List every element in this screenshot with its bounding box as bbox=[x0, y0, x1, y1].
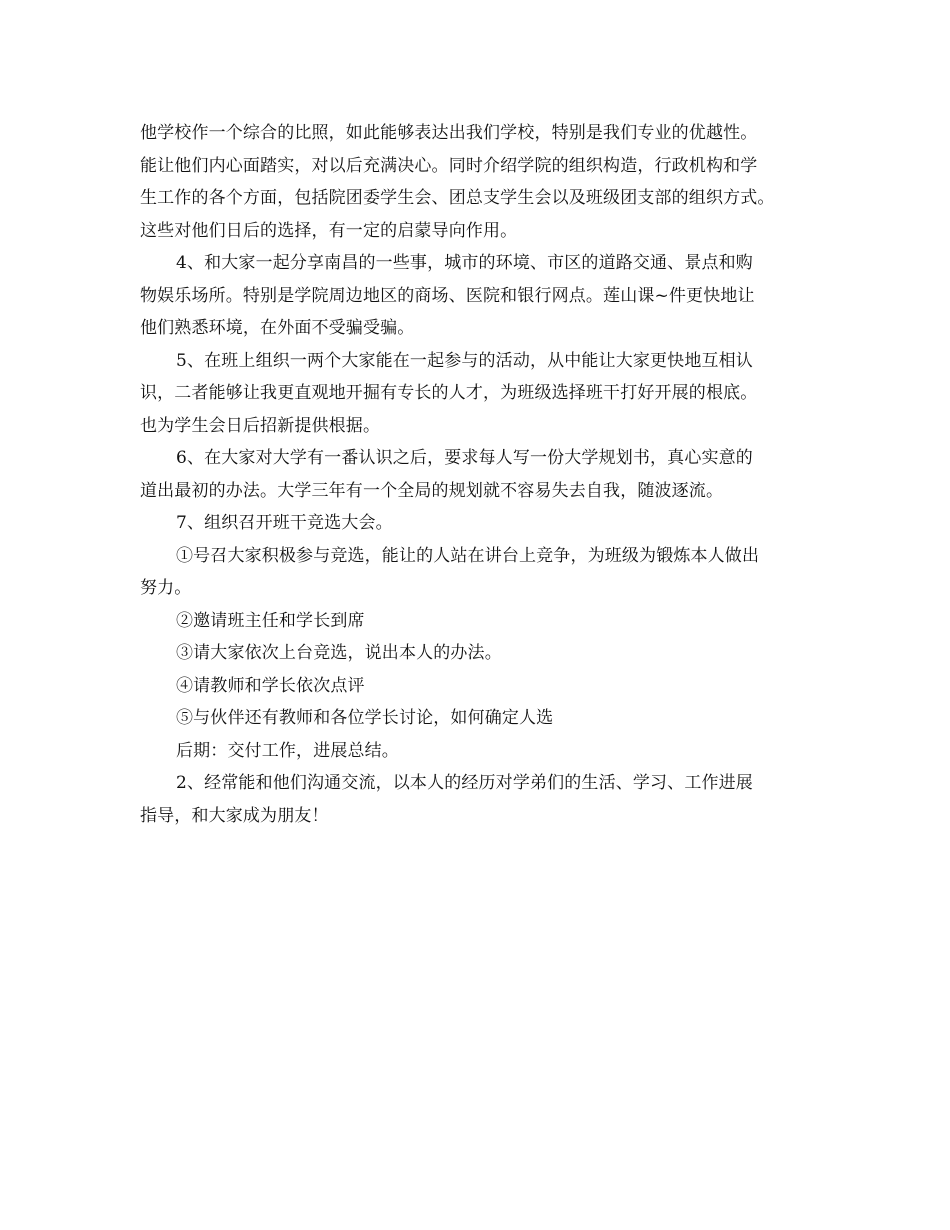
list-item-5: ⑤与伙伴还有教师和各位学长讨论，如何确定人选 bbox=[176, 708, 554, 728]
list-item-2: ②邀请班主任和学长到席 bbox=[176, 610, 365, 631]
paragraph-7-heading: 7、组织召开班干竞选大会。 bbox=[176, 513, 393, 533]
list-item-4: ④请教师和学长依次点评 bbox=[176, 675, 365, 696]
list-item-1: ①号召大家积极参与竞选，能让的人站在讲台上竞争，为班级为锻炼本人做出 bbox=[176, 545, 760, 566]
paragraph-2-first-line: 2、经常能和他们沟通交流，以本人的经历对学弟们的生活、学习、工作进展 bbox=[176, 773, 753, 793]
paragraph-5-first-line: 5、在班上组织一两个大家能在一起参与的活动，从中能让大家更快地互相认 bbox=[176, 350, 753, 371]
text-line: 他们熟悉环境，在外面不受骗受骗。 bbox=[140, 318, 415, 338]
text-line: 识，二者能够让我更直观地开掘有专长的人才，为班级选择班干打好开展的根底。 bbox=[140, 383, 758, 403]
paragraph-4-first-line: 4、和大家一起分享南昌的一些事，城市的环境、市区的道路交通、景点和购 bbox=[176, 253, 753, 273]
text-line: 生工作的各个方面，包括院团委学生会、团总支学生会以及班级团支部的组织方式。 bbox=[140, 188, 775, 208]
text-line: 这些对他们日后的选择，有一定的启蒙导向作用。 bbox=[140, 220, 518, 241]
later-stage-line: 后期：交付工作，进展总结。 bbox=[176, 740, 399, 761]
paragraph-6-first-line: 6、在大家对大学有一番认识之后，要求每人写一份大学规划书，真心实意的 bbox=[176, 448, 753, 468]
text-line: 指导，和大家成为朋友！ bbox=[140, 805, 329, 826]
text-line: 物娱乐场所。特别是学院周边地区的商场、医院和银行网点。莲山课~件更快地让 bbox=[140, 285, 755, 306]
text-line: 他学校作一个综合的比照，如此能够表达出我们学校，特别是我们专业的优越性。 bbox=[140, 123, 758, 143]
document-body bbox=[140, 117, 820, 832]
text-line: 能让他们内心面踏实，对以后充满决心。同时介绍学院的组织构造，行政机构和学 bbox=[140, 155, 758, 176]
text-line: 道出最初的办法。大学三年有一个全局的规划就不容易失去自我，随波逐流。 bbox=[140, 480, 724, 501]
text-line: 也为学生会日后招新提供根据。 bbox=[140, 415, 381, 436]
text-line: 努力。 bbox=[140, 578, 192, 598]
list-item-3: ③请大家依次上台竞选，说出本人的办法。 bbox=[176, 643, 502, 663]
